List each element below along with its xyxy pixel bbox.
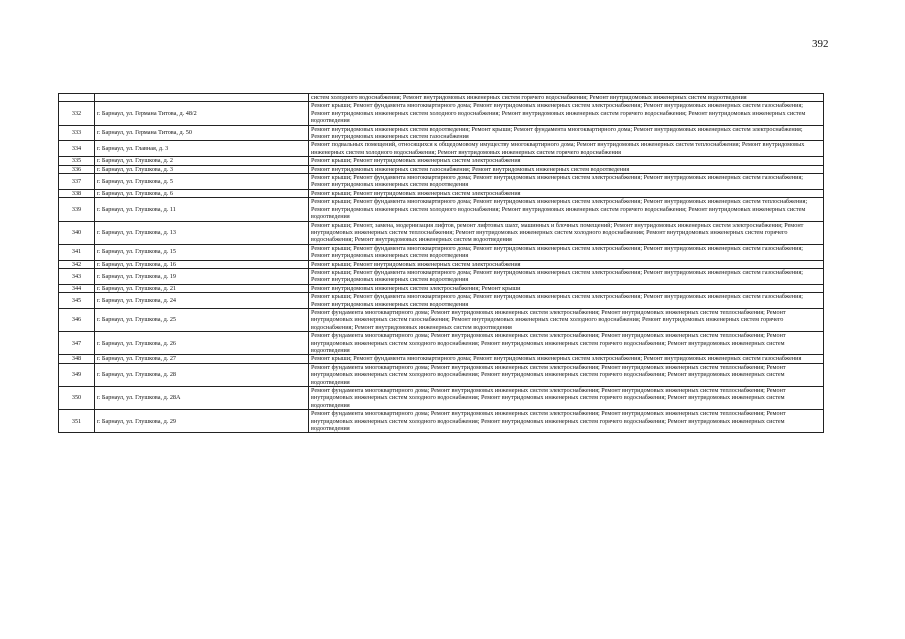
row-number: 345 — [59, 293, 95, 309]
row-address: г. Барнаул, ул. Глушкова, д. 16 — [95, 260, 309, 268]
row-number: 351 — [59, 410, 95, 433]
table-row — [59, 363, 824, 386]
row-address: г. Барнаул, ул. Глушкова, д. 6 — [95, 189, 309, 197]
row-works: Ремонт внутридомовых инженерных систем электроснабжения; Ремонт крыши — [309, 284, 824, 292]
row-number: 333 — [59, 125, 95, 141]
table-row — [59, 244, 824, 260]
table-row — [59, 94, 824, 102]
row-address: г. Барнаул, ул. Глушкова, д. 19 — [95, 268, 309, 284]
row-number: 342 — [59, 260, 95, 268]
row-number: 334 — [59, 141, 95, 157]
row-number: 341 — [59, 244, 95, 260]
table-row — [59, 284, 824, 292]
row-works: Ремонт крыши; Ремонт внутридомовых инженерных систем электроснабжения — [309, 157, 824, 165]
table-row — [59, 174, 824, 190]
row-works: Ремонт фундамента многоквартирного дома; Ремонт внутридомовых инженерных систем электроснабжения; Ремонт внутридомовых инженерных систем теплоснабжения; Ремонт внутридомовых инженерных систем холодного водоснабжения; Ремонт внутридомовых инженерных систем горячего водоснабжения; Ремонт внутридомовых инженерных систем водоотведения — [309, 410, 824, 433]
table-body — [59, 94, 824, 433]
row-number: 337 — [59, 174, 95, 190]
table-row — [59, 268, 824, 284]
row-address: г. Барнаул, ул. Германа Титова, д. 50 — [95, 125, 309, 141]
row-works: Ремонт фундамента многоквартирного дома; Ремонт внутридомовых инженерных систем электроснабжения; Ремонт внутридомовых инженерных систем теплоснабжения; Ремонт внутридомовых инженерных систем холодного водоснабжения; Ремонт внутридомовых инженерных систем горячего водоснабжения; Ремонт внутридомовых инженерных систем водоотведения — [309, 363, 824, 386]
row-works: Ремонт фундамента многоквартирного дома; Ремонт внутридомовых инженерных систем электроснабжения; Ремонт внутридомовых инженерных систем теплоснабжения; Ремонт внутридомовых инженерных систем холодного водоснабжения; Ремонт внутридомовых инженерных систем горячего водоснабжения; Ремонт внутридомовых инженерных систем водоотведения — [309, 332, 824, 355]
row-number: 332 — [59, 102, 95, 125]
row-address: г. Барнаул, ул. Глушкова, д. 29 — [95, 410, 309, 433]
table-row — [59, 157, 824, 165]
row-address: г. Барнаул, ул. Глушкова, д. 11 — [95, 198, 309, 221]
table-row — [59, 387, 824, 410]
row-number — [59, 94, 95, 102]
row-address — [95, 94, 309, 102]
table-row — [59, 293, 824, 309]
row-address: г. Барнаул, ул. Глушкова, д. 28 — [95, 363, 309, 386]
row-number: 350 — [59, 387, 95, 410]
row-address: г. Барнаул, ул. Глушкова, д. 13 — [95, 221, 309, 244]
table-row — [59, 165, 824, 173]
table-row — [59, 125, 824, 141]
row-number: 344 — [59, 284, 95, 292]
table-row — [59, 260, 824, 268]
row-number: 336 — [59, 165, 95, 173]
table-row — [59, 189, 824, 197]
row-address: г. Барнаул, ул. Глушкова, д. 24 — [95, 293, 309, 309]
row-number: 347 — [59, 332, 95, 355]
table-row — [59, 410, 824, 433]
page-number: 392 — [812, 38, 829, 50]
row-works: Ремонт крыши; Ремонт фундамента многоквартирного дома; Ремонт внутридомовых инженерных систем электроснабжения; Ремонт внутридомовых инженерных систем газоснабжения; Ремонт внутридомовых инженерных систем водоотведения — [309, 293, 824, 309]
table-row — [59, 221, 824, 244]
row-address: г. Барнаул, ул. Глушкова, д. 21 — [95, 284, 309, 292]
row-works: Ремонт фундамента многоквартирного дома; Ремонт внутридомовых инженерных систем электроснабжения; Ремонт внутридомовых инженерных систем теплоснабжения; Ремонт внутридомовых инженерных систем холодного водоснабжения; Ремонт внутридомовых инженерных систем горячего водоснабжения; Ремонт внутридомовых инженерных систем водоотведения — [309, 387, 824, 410]
row-works: Ремонт внутридомовых инженерных систем водоотведения; Ремонт крыши; Ремонт фундамента многоквартирного дома; Ремонт внутридомовых инженерных систем электроснабжения; Ремонт внутридомовых инженерных систем газоснабжения — [309, 125, 824, 141]
row-address: г. Барнаул, ул. Глушкова, д. 27 — [95, 355, 309, 363]
table-row — [59, 198, 824, 221]
row-address: г. Барнаул, ул. Главная, д. 3 — [95, 141, 309, 157]
row-number: 338 — [59, 189, 95, 197]
row-works: Ремонт крыши; Ремонт фундамента многоквартирного дома; Ремонт внутридомовых инженерных систем электроснабжения; Ремонт внутридомовых инженерных систем газоснабжения — [309, 355, 824, 363]
row-works: Ремонт крыши; Ремонт, замена, модернизация лифтов, ремонт лифтовых шахт, машинных и блочных помещений; Ремонт внутридомовых инженерных систем электроснабжения; Ремонт внутридомовых инженерных систем теплоснабжения; Ремонт внутридомовых инженерных систем холодного водоснабжения; Ремонт внутридомовых инженерных систем горячего водоснабжения; Ремонт внутридомовых инженерных систем водоотведения — [309, 221, 824, 244]
row-address: г. Барнаул, ул. Глушкова, д. 28А — [95, 387, 309, 410]
row-address: г. Барнаул, ул. Глушкова, д. 26 — [95, 332, 309, 355]
row-works: Ремонт фундамента многоквартирного дома; Ремонт внутридомовых инженерных систем электроснабжения; Ремонт внутридомовых инженерных систем теплоснабжения; Ремонт внутридомовых инженерных систем газоснабжения; Ремонт внутридомовых инженерных систем холодного водоснабжения; Ремонт внутридомовых инженерных систем горячего водоснабжения; Ремонт внутридомовых инженерных систем водоотведения — [309, 308, 824, 331]
row-works: Ремонт крыши; Ремонт внутридомовых инженерных систем электроснабжения — [309, 189, 824, 197]
repair-works-table — [58, 93, 824, 433]
row-address: г. Барнаул, ул. Глушкова, д. 2 — [95, 157, 309, 165]
row-address: г. Барнаул, ул. Германа Титова, д. 48/2 — [95, 102, 309, 125]
row-works: систем холодного водоснабжения; Ремонт внутридомовых инженерных систем горячего водоснабжения; Ремонт внутридомовых инженерных систем водоотведения — [309, 94, 824, 102]
row-works: Ремонт крыши; Ремонт фундамента многоквартирного дома; Ремонт внутридомовых инженерных систем электроснабжения; Ремонт внутридомовых инженерных систем теплоснабжения; Ремонт внутридомовых инженерных систем холодного водоснабжения; Ремонт внутридомовых инженерных систем горячего водоснабжения; Ремонт внутридомовых инженерных систем водоотведения — [309, 198, 824, 221]
row-works: Ремонт подвальных помещений, относящихся к общедомовому имуществу многоквартирного дома; Ремонт внутридомовых инженерных систем теплоснабжения; Ремонт внутридомовых инженерных систем холодного водоснабжения; Ремонт внутридомовых инженерных систем горячего водоснабжения — [309, 141, 824, 157]
row-works: Ремонт внутридомовых инженерных систем газоснабжения; Ремонт внутридомовых инженерных систем водоотведения — [309, 165, 824, 173]
row-number: 349 — [59, 363, 95, 386]
table-row — [59, 141, 824, 157]
row-number: 348 — [59, 355, 95, 363]
row-number: 340 — [59, 221, 95, 244]
row-address: г. Барнаул, ул. Глушкова, д. 3 — [95, 165, 309, 173]
row-number: 335 — [59, 157, 95, 165]
row-works: Ремонт крыши; Ремонт внутридомовых инженерных систем электроснабжения — [309, 260, 824, 268]
table-row — [59, 355, 824, 363]
row-works: Ремонт крыши; Ремонт фундамента многоквартирного дома; Ремонт внутридомовых инженерных систем электроснабжения; Ремонт внутридомовых инженерных систем газоснабжения; Ремонт внутридомовых инженерных систем водоотведения — [309, 174, 824, 190]
row-number: 343 — [59, 268, 95, 284]
table-row — [59, 332, 824, 355]
row-address: г. Барнаул, ул. Глушкова, д. 5 — [95, 174, 309, 190]
row-number: 346 — [59, 308, 95, 331]
row-works: Ремонт крыши; Ремонт фундамента многоквартирного дома; Ремонт внутридомовых инженерных систем электроснабжения; Ремонт внутридомовых инженерных систем газоснабжения; Ремонт внутридомовых инженерных систем водоотведения — [309, 244, 824, 260]
row-address: г. Барнаул, ул. Глушкова, д. 25 — [95, 308, 309, 331]
table-row — [59, 102, 824, 125]
row-address: г. Барнаул, ул. Глушкова, д. 15 — [95, 244, 309, 260]
row-number: 339 — [59, 198, 95, 221]
row-works: Ремонт крыши; Ремонт фундамента многоквартирного дома; Ремонт внутридомовых инженерных систем электроснабжения; Ремонт внутридомовых инженерных систем газоснабжения; Ремонт внутридомовых инженерных систем холодного водоснабжения; Ремонт внутридомовых инженерных систем горячего водоснабжения; Ремонт внутридомовых инженерных систем водоотведения — [309, 102, 824, 125]
row-works: Ремонт крыши; Ремонт фундамента многоквартирного дома; Ремонт внутридомовых инженерных систем электроснабжения; Ремонт внутридомовых инженерных систем газоснабжения; Ремонт внутридомовых инженерных систем водоотведения — [309, 268, 824, 284]
table-row — [59, 308, 824, 331]
